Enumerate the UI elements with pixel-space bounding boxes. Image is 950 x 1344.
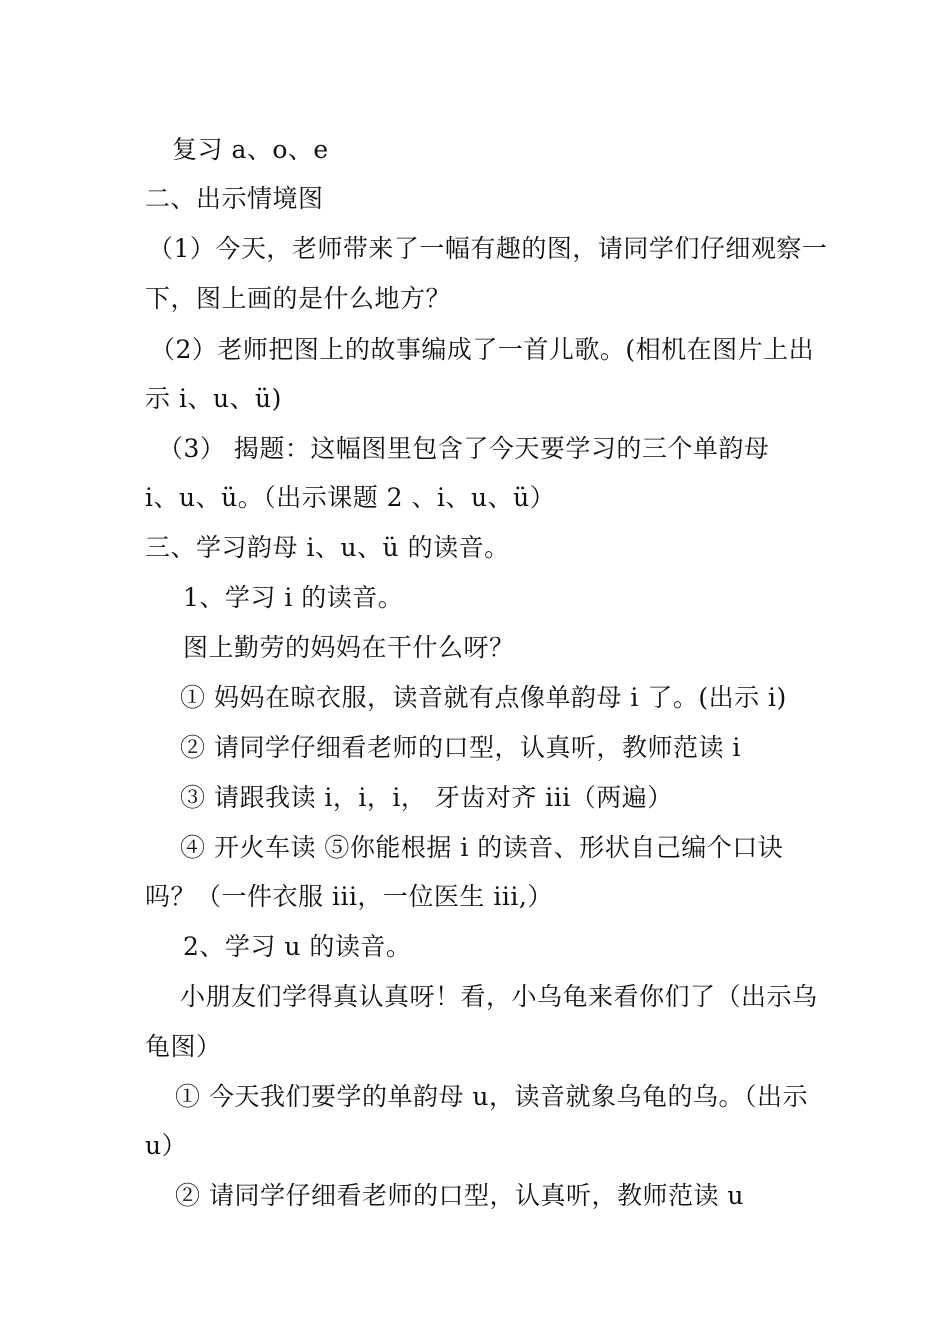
text-line: 小朋友们学得真认真呀！看，小乌龟来看你们了（出示乌 (180, 982, 818, 1011)
text-line: ② 请同学仔细看老师的口型，认真听，教师范读 u (175, 1181, 744, 1210)
section-heading-2: 二、出示情境图 (145, 184, 324, 213)
text-line: （2）老师把图上的故事编成了一首儿歌。(相机在图片上出 (150, 335, 815, 364)
text-line: ② 请同学仔细看老师的口型，认真听，教师范读 i (180, 733, 741, 762)
text-line: u） (145, 1131, 188, 1160)
text-line: 龟图） (145, 1032, 222, 1061)
text-line: 吗？（一件衣服 iii，一位医生 iii,） (145, 882, 553, 911)
text-line: （1）今天，老师带来了一幅有趣的图，请同学们仔细观察一 (148, 234, 828, 263)
text-line: i、u、ü。（出示课题 2 、i、u、ü） (145, 483, 556, 512)
subsection-heading-2: 2、学习 u 的读音。 (183, 932, 412, 961)
text-line: ④ 开火车读 ⑤你能根据 i 的读音、形状自己编个口诀 (180, 833, 784, 862)
section-heading-3: 三、学习韵母 i、u、ü 的读音。 (145, 533, 510, 562)
text-line: ① 妈妈在晾衣服，读音就有点像单韵母 i 了。(出示 i) (180, 683, 787, 712)
text-line-review: 复习 a、o、e (172, 135, 329, 164)
text-line: 下，图上画的是什么地方？ (145, 284, 452, 313)
subsection-heading-1: 1、学习 i 的读音。 (183, 583, 404, 612)
text-line: 图上勤劳的妈妈在干什么呀？ (183, 633, 515, 662)
text-line: 示 i、u、ü) (145, 384, 282, 413)
text-line: ① 今天我们要学的单韵母 u，读音就象乌龟的乌。（出示 (175, 1082, 808, 1111)
text-line: ③ 请跟我读 i，i，i， 牙齿对齐 iii（两遍） (180, 783, 673, 812)
text-line: （3） 揭题：这幅图里包含了今天要学习的三个单韵母 (158, 434, 770, 463)
